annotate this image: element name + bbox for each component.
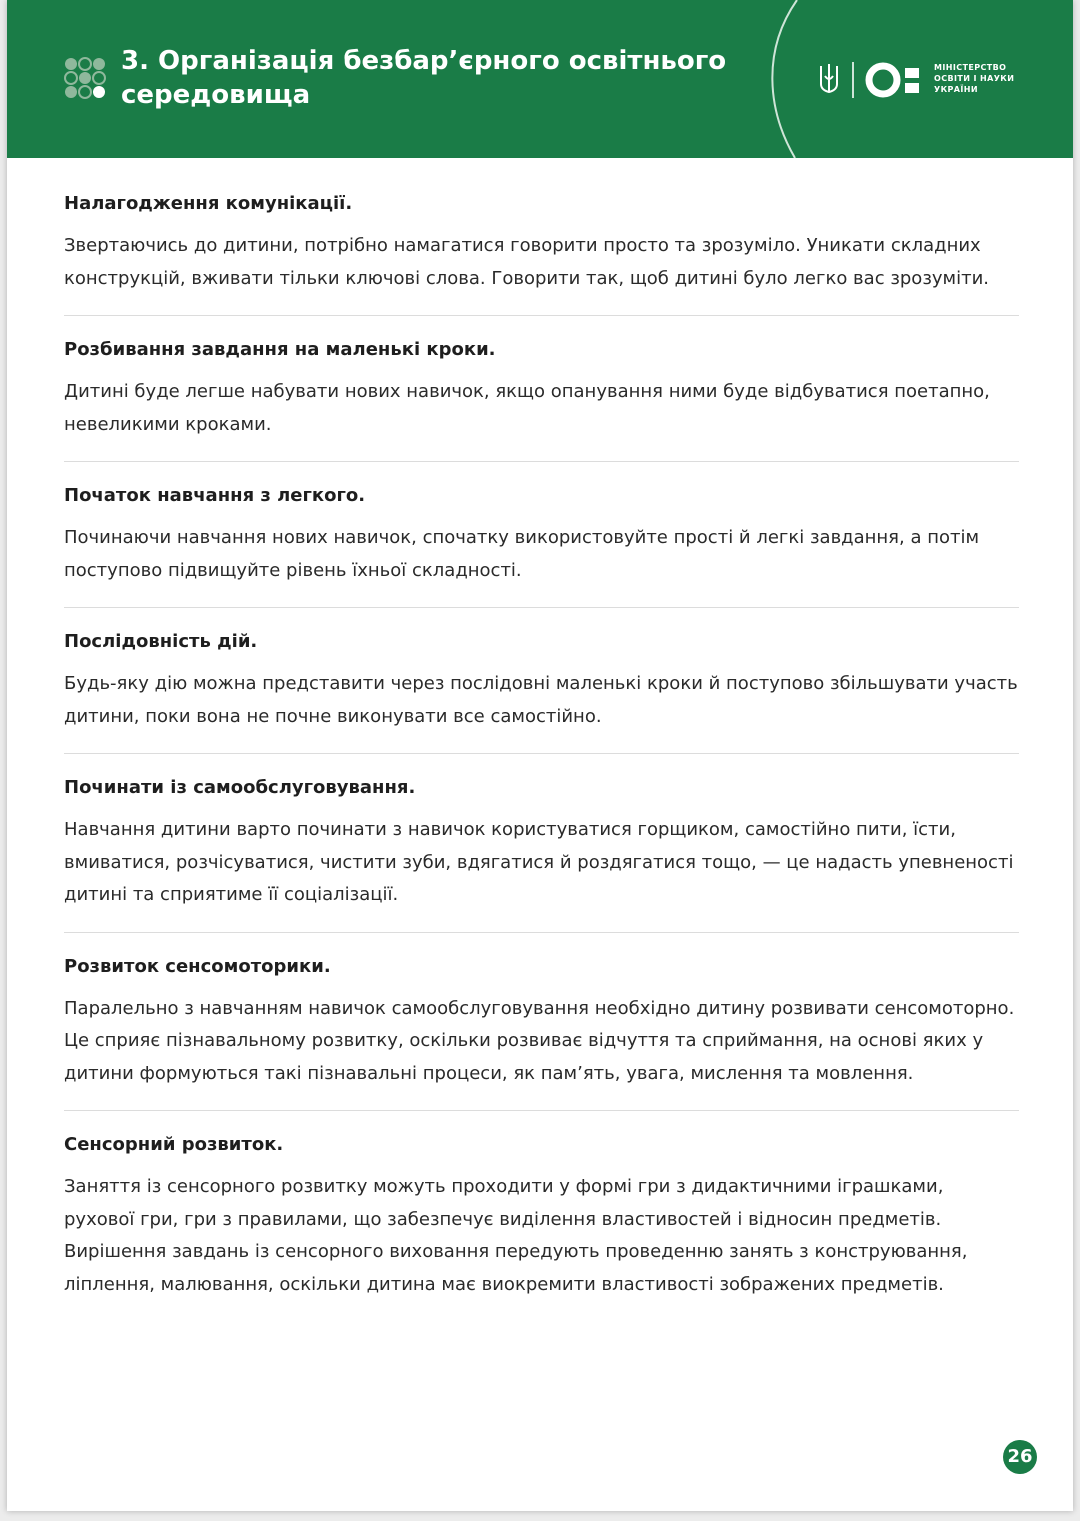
item-body: Дитині буде легше набувати нових навичок, якщо опанування ними буде відбуватися поетапно, невеликими кроками. [64, 381, 990, 435]
item-heading: Налагодження комунікації. [64, 193, 353, 214]
content-item [64, 630, 1019, 754]
item-body: Навчання дитини варто починати з навичок користуватися горщиком, самостійно пити, їсти, вмиватися, розчісуватися, чистити зуби, вдягатися й роздягатися тощо, — це надасть упевненості дитині та сприятиме її соціалізації. [64, 819, 1014, 905]
ministry-line-3: УКРАЇНИ [934, 85, 978, 94]
logo-divider [852, 62, 854, 98]
ministry-line-1: МІНІСТЕРСТВО [934, 63, 1007, 72]
content-item [64, 955, 1019, 1112]
trident-emblem-icon [817, 62, 841, 96]
item-heading: Початок навчання з легкого. [64, 485, 366, 506]
item-body: Паралельно з навчанням навичок самообслуговування необхідно дитину розвивати сенсомоторно. Це сприяє пізнавальному розвитку, оскільки розвиває відчуття та сприймання, на основі яких у дитини формуються такі пізнавальні процеси, як пам’ять, увага, мислення та мовлення. [64, 997, 1015, 1084]
content-item [64, 484, 1019, 608]
content-item [64, 776, 1019, 933]
ministry-logo-icon [865, 60, 929, 100]
item-heading: Розбивання завдання на маленькі кроки. [64, 339, 496, 360]
section-icon [63, 56, 107, 100]
item-body: Заняття із сенсорного розвитку можуть проходити у формі гри з дидактичними іграшками, рухової гри, гри з правилами, що забезпечує виділення властивостей і відносин предметів. Вирішення завдань із сенсорного виховання передують проведенню занять з конструювання, ліплення, малювання, оскільки дитина має виокремити властивості зображених предметів. [64, 1176, 968, 1295]
item-heading: Послідовність дій. [64, 631, 258, 652]
document-page [7, 0, 1073, 1511]
page-number-badge: 26 [1003, 1440, 1037, 1474]
item-body: Починаючи навчання нових навичок, спочатку використовуйте прості й легкі завдання, а потім поступово підвищуйте рівень їхньої складності. [64, 527, 980, 581]
content-item [64, 192, 1019, 316]
item-heading: Сенсорний розвиток. [64, 1134, 284, 1155]
item-body: Звертаючись до дитини, потрібно намагатися говорити просто та зрозуміло. Уникати складних конструкцій, вживати тільки ключові слова. Говорити так, щоб дитині було легко вас зрозуміти. [64, 235, 990, 289]
item-heading: Починати із самообслуговування. [64, 777, 416, 798]
content-item [64, 1133, 1019, 1321]
page-header [7, 0, 1073, 158]
item-body: Будь-яку дію можна представити через послідовні маленькі кроки й поступово збільшувати участь дитини, поки вона не почне виконувати все самостійно. [64, 673, 1018, 727]
item-heading: Розвиток сенсомоторики. [64, 955, 331, 977]
ministry-name [934, 62, 1044, 95]
ministry-line-2: ОСВІТИ І НАУКИ [934, 74, 1015, 83]
content-list [64, 192, 1019, 1343]
page-title: 3. Організація безбар’єрного освітнього середовища [121, 46, 727, 110]
content-item [64, 338, 1019, 462]
